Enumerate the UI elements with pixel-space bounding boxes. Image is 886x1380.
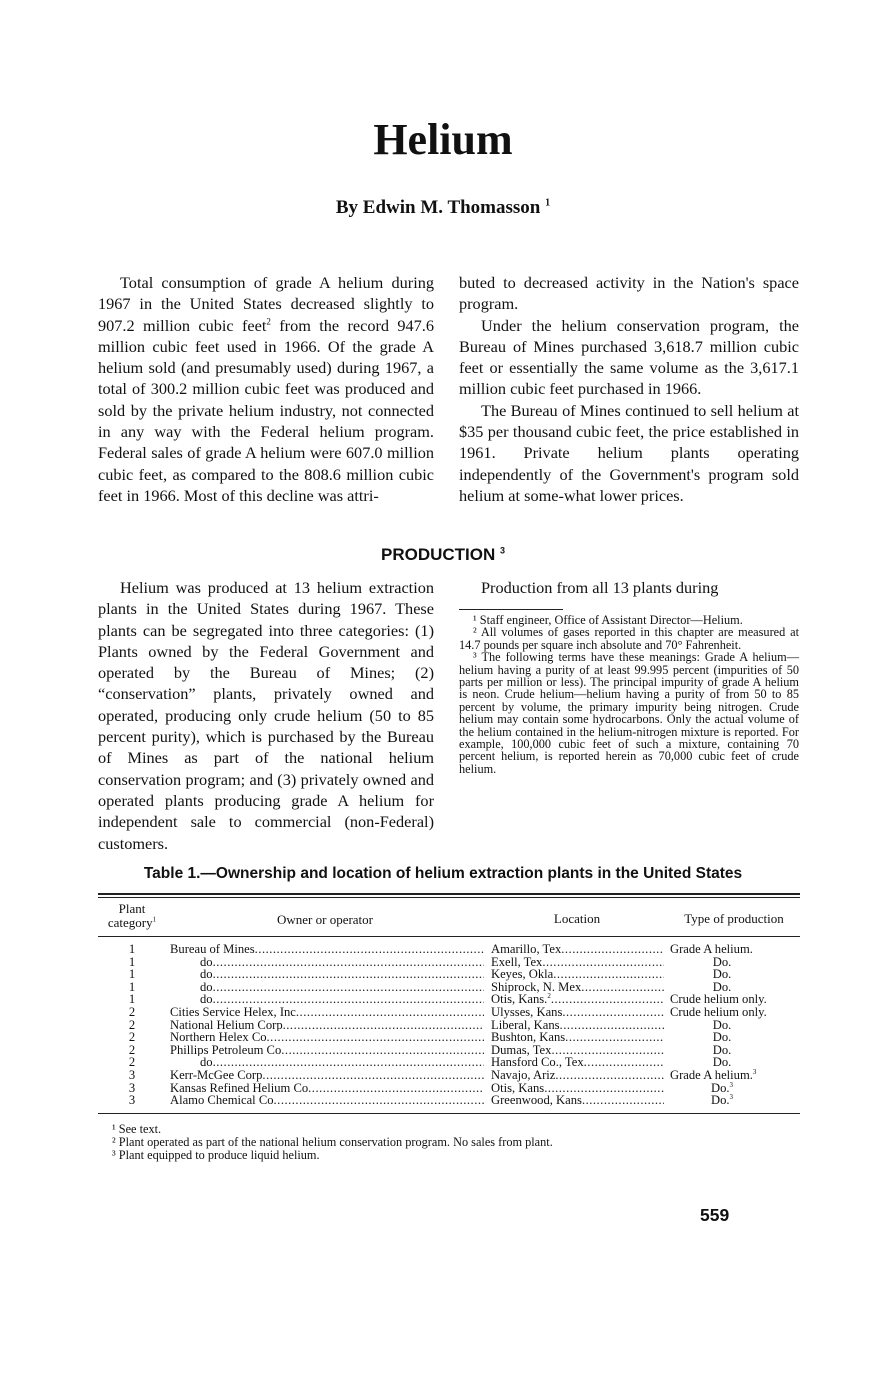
cell-type [670, 981, 800, 994]
table-note-2: ² Plant operated as part of the national helium conservation program. No sales from plant. [112, 1134, 553, 1149]
type-ref: 3 [729, 1081, 734, 1089]
intro-paragraph-1 [98, 272, 434, 506]
leader-dots [213, 993, 484, 1006]
cell-location [491, 1094, 664, 1107]
cell-owner [170, 943, 484, 956]
cell-owner [170, 1044, 484, 1057]
column-header-category-ref: 1 [152, 915, 157, 924]
table-top-rule-inner [98, 897, 800, 898]
column-header-owner: Owner or operator [276, 912, 373, 927]
page-title: Helium [373, 115, 513, 164]
type-text: Grade A helium. [670, 1068, 753, 1082]
table-row [98, 1019, 800, 1032]
location-name: Otis, Kans [491, 1081, 545, 1095]
cell-category: 2 [128, 1031, 136, 1044]
cell-type [670, 993, 800, 1006]
cell-owner [170, 1031, 484, 1044]
cell-owner [170, 1069, 484, 1082]
cell-category: 3 [128, 1081, 136, 1095]
location-ref: 2 [547, 993, 551, 1001]
cell-location-text [491, 1094, 582, 1107]
cell-location-text [491, 943, 561, 956]
type-text: Do. [712, 980, 732, 994]
cell-location [491, 1082, 664, 1095]
cell-owner [170, 981, 484, 994]
cell-owner-text: do [200, 980, 213, 994]
cell-type [670, 1069, 800, 1082]
cell-type [670, 1031, 800, 1044]
cell-location [491, 993, 664, 1006]
type-text: Do. [710, 1094, 730, 1107]
cell-owner-text: Phillips Petroleum Co [170, 1043, 282, 1057]
table-caption: Table 1.—Ownership and location of helium extraction plants in the United States [143, 865, 743, 882]
leader-dots [584, 1056, 664, 1069]
location-name: Amarillo, Tex [491, 943, 562, 956]
location-name: Navajo, Ariz [491, 1068, 556, 1082]
intro-paragraph-3: The Bureau of Mines continued to sell helium at $35 per thousand cubic feet, the price established in 1961. Private helium plants operating independently of the Government's program sold helium at some-what lower prices. [459, 400, 799, 505]
production-paragraph-2: Production from all 13 plants during [481, 578, 719, 597]
cell-owner [170, 1056, 484, 1069]
cell-location [491, 1044, 664, 1057]
footnotes [459, 614, 799, 775]
cell-category: 2 [128, 1018, 136, 1032]
table-row [98, 1031, 800, 1044]
leader-dots [542, 956, 664, 969]
cell-type [670, 1094, 800, 1107]
table-notes [112, 1123, 812, 1161]
cell-location-text [491, 1006, 562, 1019]
cell-type [670, 1044, 800, 1057]
leader-dots [560, 1019, 664, 1032]
cell-owner [170, 968, 484, 981]
location-name: Liberal, Kans [491, 1018, 560, 1032]
cell-owner [170, 1019, 484, 1032]
type-text: Do. [712, 955, 732, 969]
cell-category: 1 [128, 980, 136, 994]
production-paragraph-1: Helium was produced at 13 helium extraction plants in the United States during 1967. These plants can be segregated into three categories: (1) Plants owned by the Federal Government and operated by the Bureau of Mines; (2) “conservation” plants, privately owned and operated, producing only crude helium (50 to 85 percent purity), which is purchased by the Bureau of Mines as part of the national helium conservation program; and (3) privately owned and operated plants producing grade A helium for independent sale to commercial (non-Federal) customers. [98, 578, 434, 853]
leader-dots [255, 943, 484, 956]
leader-dots [561, 943, 664, 956]
cell-owner [170, 1006, 484, 1019]
cell-owner-text: do [200, 993, 213, 1006]
leader-dots [544, 1082, 664, 1095]
leader-dots [281, 1044, 484, 1057]
leader-dots [213, 981, 484, 994]
table-bottom-rule [98, 1113, 800, 1114]
leader-dots [262, 1069, 484, 1082]
table-note-1: ¹ See text. [112, 1122, 162, 1136]
byline-footnote-ref: 1 [545, 197, 551, 209]
footnote-divider [459, 609, 563, 610]
leader-dots [308, 1082, 484, 1095]
cell-location [491, 1056, 664, 1069]
location-name: Exell, Tex [491, 955, 543, 969]
table-body [98, 943, 800, 1107]
footnote-3: ³ The following terms have these meanings: Grade A helium—helium having a purity of at least 99.995 percent (impurities of 50 parts per million or less). The principal impurity of grade A helium is neon. Crude helium—helium having a purity of from 50 to 85 percent by volume, the primary impurity being nitrogen. Crude helium may contain some hydrocarbons. Only the actual volume of the helium contained in the helium-nitrogen mixture is reported. For example, 100,000 cubic feet of such a mixture, containing 70 percent helium, is reported herein as 70,000 cubic feet of crude helium. [459, 650, 799, 776]
leader-dots [213, 968, 484, 981]
location-name: Dumas, Tex [491, 1043, 552, 1057]
cell-category: 2 [128, 1005, 136, 1019]
leader-dots [555, 1069, 664, 1082]
cell-owner [170, 1094, 484, 1107]
cell-type [670, 1056, 800, 1069]
table-row [98, 1044, 800, 1057]
byline [0, 196, 886, 220]
table-note-3: ³ Plant equipped to produce liquid helium. [112, 1147, 320, 1162]
cell-location-text [491, 1044, 551, 1057]
author-name: By Edwin M. Thomasson [335, 197, 541, 218]
intro-text-b: from the record 947.6 million cubic feet used in 1966. Of the grade A helium sold (and presumably used) during 1967, a total of 300.2 million cubic feet was produced and sold by the private helium industry, not connected in any way with the Federal helium program. Federal sales of grade A helium were 607.0 million cubic feet, as compared to the 808.6 million cubic feet in 1966. Most of this decline was attri- [98, 315, 435, 505]
cell-location-text [491, 1031, 565, 1044]
footnote-1: ¹ Staff engineer, Office of Assistant Director—Helium. [473, 613, 743, 627]
cell-type [670, 1019, 800, 1032]
cell-owner-text: Kansas Refined Helium Co [170, 1081, 309, 1095]
location-name: Otis, Kans. [491, 993, 548, 1006]
cell-category: 3 [128, 1068, 136, 1082]
cell-owner-text: do [200, 1056, 213, 1069]
cell-owner-text: do [200, 968, 213, 981]
location-name: Hansford Co., Tex [491, 1056, 584, 1069]
leader-dots [581, 981, 664, 994]
production-column-right [459, 577, 799, 598]
column-header-category-line2: category [107, 915, 153, 930]
page-number: 559 [700, 1205, 730, 1225]
type-text: Do. [712, 1043, 732, 1057]
intro-column-left [98, 272, 434, 506]
cell-location [491, 943, 664, 956]
cell-category: 2 [128, 1056, 136, 1069]
cell-type [670, 956, 800, 969]
type-text: Crude helium only. [670, 993, 767, 1006]
table-header-rule [98, 936, 800, 937]
cell-owner-text: Kerr-McGee Corp [170, 1068, 263, 1082]
cell-owner-text: do [200, 955, 213, 969]
type-text: Do. [712, 1031, 732, 1044]
cell-owner-text: National Helium Corp [170, 1018, 283, 1032]
cell-owner-text: Bureau of Mines [170, 943, 255, 956]
production-column-left [98, 577, 434, 854]
leader-dots [267, 1031, 484, 1044]
cell-location-text [491, 956, 542, 969]
cell-location [491, 1031, 664, 1044]
cell-category: 1 [128, 968, 136, 981]
cell-owner-text: Cities Service Helex, Inc [170, 1005, 296, 1019]
intro-column-right [459, 272, 799, 506]
cell-location [491, 968, 664, 981]
cell-owner [170, 1082, 484, 1095]
footnote-2: ² All volumes of gases reported in this chapter are measured at 14.7 pounds per square inch absolute and 70° Fahrenheit. [459, 625, 799, 652]
leader-dots [553, 968, 664, 981]
column-header-category [104, 902, 160, 930]
cell-owner [170, 993, 484, 1006]
column-header-location: Location [553, 911, 601, 926]
leader-dots [551, 1044, 664, 1057]
cell-type [670, 943, 800, 956]
table-row [98, 981, 800, 994]
cell-location [491, 981, 664, 994]
table-row [98, 943, 800, 956]
cell-location-text [491, 1069, 555, 1082]
table-row [98, 1082, 800, 1095]
intro-paragraph-2: Under the helium conservation program, the Bureau of Mines purchased 3,618.7 million cubic feet or essentially the same volume as the 3,617.1 million cubic feet purchased in 1966. [459, 315, 799, 399]
cell-location-text [491, 1056, 584, 1069]
cell-owner-text: Alamo Chemical Co [170, 1094, 274, 1107]
leader-dots [213, 1056, 484, 1069]
cell-category: 1 [128, 943, 136, 956]
cell-location-text [491, 981, 581, 994]
cell-category: 1 [128, 993, 136, 1006]
table-row [98, 1069, 800, 1082]
type-ref: 3 [752, 1068, 757, 1076]
cell-location [491, 1006, 664, 1019]
location-name: Ulysses, Kans [491, 1005, 563, 1019]
intro-text-a: Total consumption of grade A helium during 1967 in the United States decreased slightly to 907.2 million cubic feet [98, 273, 434, 335]
type-text: Crude helium only. [670, 1005, 767, 1019]
table-row [98, 1006, 800, 1019]
type-ref: 3 [729, 1094, 734, 1101]
table-row [98, 956, 800, 969]
type-text: Do. [712, 1056, 732, 1069]
leader-dots [213, 956, 484, 969]
type-text: Do. [710, 1081, 730, 1095]
location-name: Bushton, Kans [491, 1031, 566, 1044]
leader-dots [296, 1006, 484, 1019]
cell-owner [170, 956, 484, 969]
cell-category: 2 [128, 1043, 136, 1057]
cell-owner-text: Northern Helex Co [170, 1031, 267, 1044]
intro-paragraph-1-continued: buted to decreased activity in the Nation's space program. [459, 273, 799, 314]
leader-dots [283, 1019, 484, 1032]
cell-type [670, 1082, 800, 1095]
leader-dots [274, 1094, 484, 1107]
column-header-category-line1: Plant [118, 901, 146, 916]
cell-location-text [491, 1019, 560, 1032]
cell-location [491, 1069, 664, 1082]
leader-dots [551, 993, 664, 1006]
cell-location [491, 1019, 664, 1032]
leader-dots [562, 1006, 664, 1019]
table-top-rule [98, 893, 800, 895]
leader-dots [582, 1094, 664, 1107]
location-name: Greenwood, Kans [491, 1094, 582, 1107]
cell-location [491, 956, 664, 969]
footnote-ref-2: 2 [266, 316, 271, 327]
location-name: Shiprock, N. Mex [491, 980, 582, 994]
table-row [98, 1056, 800, 1069]
table-row [98, 1094, 800, 1107]
location-name: Keyes, Okla [491, 968, 554, 981]
type-text: Do. [712, 1018, 732, 1032]
leader-dots [565, 1031, 664, 1044]
column-header-type: Type of production [684, 911, 784, 926]
section-heading-footnote-ref: 3 [500, 545, 506, 556]
cell-type [670, 1006, 800, 1019]
table-row [98, 993, 800, 1006]
type-text: Grade A helium. [670, 943, 753, 956]
section-heading-text: PRODUCTION [380, 545, 496, 564]
cell-location-text [491, 968, 553, 981]
type-text: Do. [712, 968, 732, 981]
cell-type [670, 968, 800, 981]
section-heading-production [0, 544, 886, 566]
cell-category: 3 [128, 1094, 136, 1107]
cell-category: 1 [128, 955, 136, 969]
cell-location-text [491, 1082, 544, 1095]
table-row [98, 968, 800, 981]
cell-location-text [491, 993, 551, 1006]
